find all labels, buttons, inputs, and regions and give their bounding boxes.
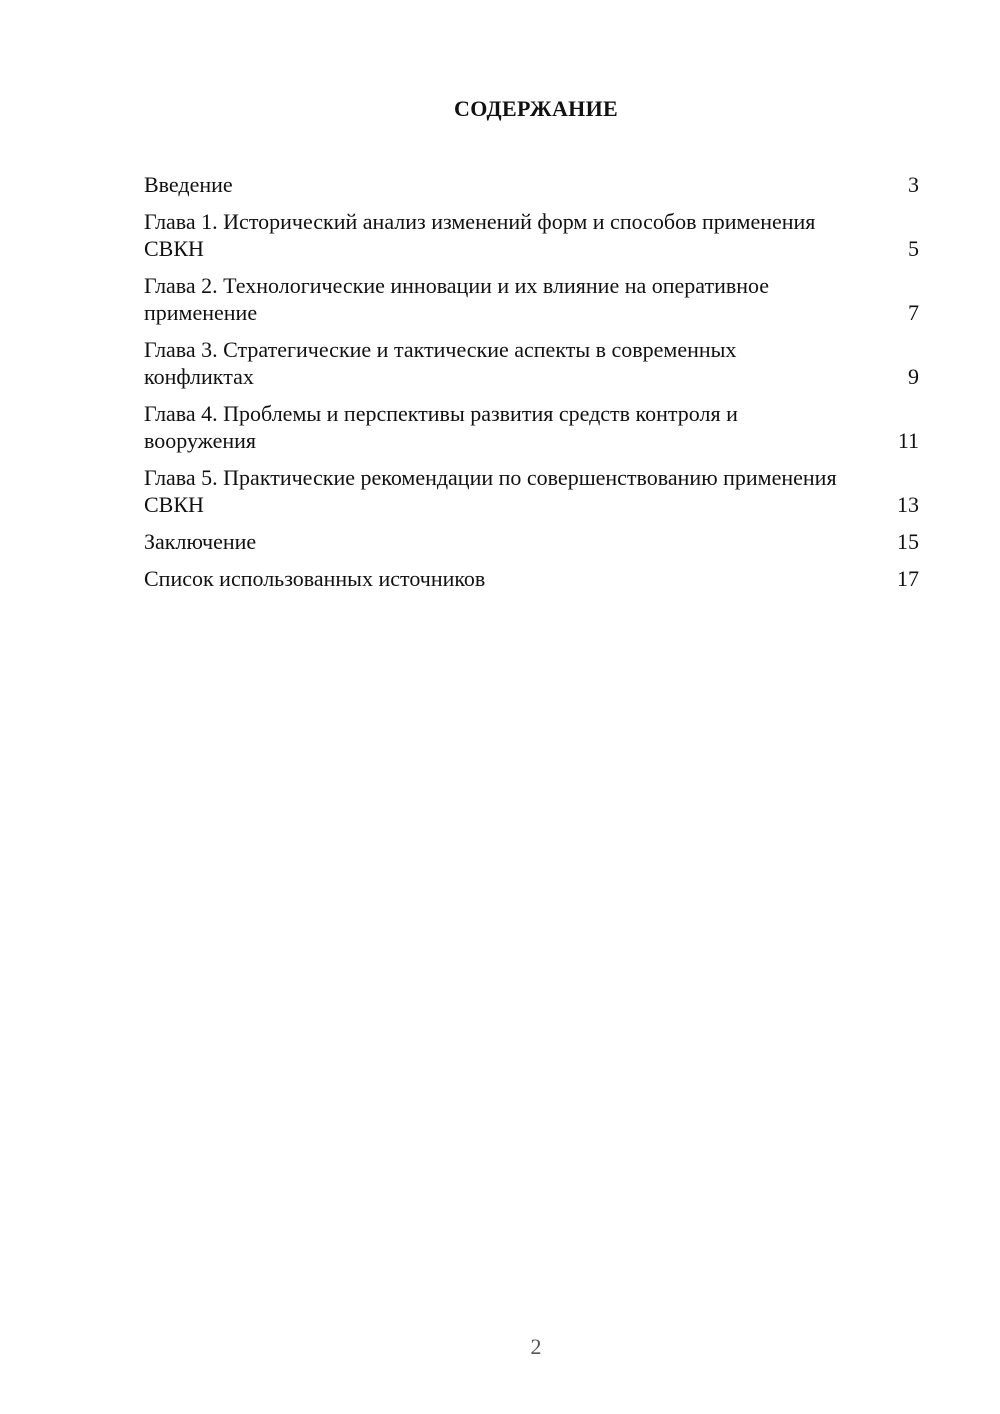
table-of-contents	[144, 171, 919, 602]
toc-entry-page: 9	[908, 364, 919, 389]
toc-entry-title: Глава 2. Технологические инновации и их влияние на оперативное применение	[144, 273, 770, 325]
page-title: СОДЕРЖАНИЕ	[454, 96, 618, 121]
toc-entry-page: 11	[897, 428, 919, 453]
toc-entry-page: 15	[897, 529, 919, 554]
toc-entry-chapter-4	[144, 400, 919, 454]
toc-entry-title: Глава 3. Стратегические и тактические аспекты в современных конфликтах	[144, 337, 737, 389]
toc-entry-chapter-2	[144, 272, 919, 326]
toc-entry-title: Список использованных источников	[144, 566, 486, 591]
toc-entry-chapter-1	[144, 208, 919, 262]
toc-entry-introduction	[144, 171, 919, 198]
toc-entry-page: 5	[908, 236, 919, 261]
toc-entry-title: Введение	[144, 172, 233, 197]
toc-entry-title: Глава 5. Практические рекомендации по совершенствованию применения СВКН	[144, 465, 837, 517]
toc-entry-page: 13	[897, 492, 919, 517]
toc-entry-title: Глава 1. Исторический анализ изменений форм и способов применения СВКН	[144, 209, 816, 261]
toc-entry-page: 7	[908, 300, 919, 325]
toc-entry-title: Заключение	[144, 529, 257, 554]
toc-entry-title: Глава 4. Проблемы и перспективы развития средств контроля и вооружения	[144, 401, 738, 453]
toc-entry-page: 3	[908, 172, 919, 197]
toc-entry-chapter-3	[144, 336, 919, 390]
toc-entry-chapter-5	[144, 464, 919, 518]
toc-entry-page: 17	[897, 566, 919, 591]
toc-entry-conclusion	[144, 528, 919, 555]
page-number: 2	[530, 1334, 542, 1359]
toc-entry-references	[144, 565, 919, 592]
